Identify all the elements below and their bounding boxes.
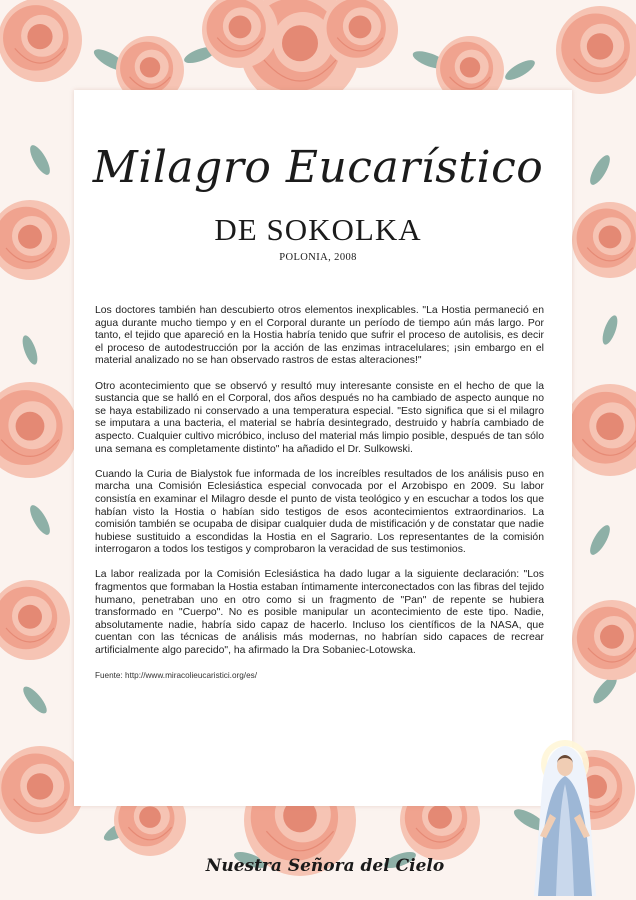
leaf-icon [26, 502, 53, 537]
paragraph-1: Los doctores también han descubierto otros elementos inexplicables. "La Hostia permaneció en agua durante mucho tiempo y en el Corporal durante un período de tiempo aún más largo. Por tanto, el tejido que apareció en la Hostia habría tenido que sufrir el proceso de autolisis, es decir el proceso de autodestrucción por la acción de las enzimas intracelulares; ¡sin embargo en el material analizado no se han observado rastros de estas alteraciones!" [95, 305, 544, 367]
rose-icon [0, 0, 82, 82]
leaf-icon [600, 314, 621, 347]
place-date: POLONIA, 2008 [279, 252, 357, 263]
rose-icon [564, 384, 636, 476]
paragraph-3: Cuando la Curia de Bialystok fue informada de los increíbles resultados de los análisis puso en marcha una Comisión Eclesiástica especial convocada por el Arzobispo en 2009. Su labor consistía en examinar el Milagro desde el punto de vista teológico y en escuchar a todos los que habían visto la Hostia o habían sido testigos de esos acontecimientos extraordinarios. La comisión también se ocupaba de disipar cualquier duda de mistificación y de constatar que nadie hubiese sustituido a escondidas la Hostia en el Sagrario. Los representantes de la comisión interrogaron a todos los testigos y comprobaron la veracidad de sus testimonios. [95, 468, 544, 556]
rose-icon [0, 382, 78, 478]
footer-signature: Nuestra Señora del Cielo [205, 856, 445, 876]
leaf-icon [586, 522, 613, 557]
rose-icon [556, 6, 636, 94]
page-title: Milagro Eucarístico [92, 142, 544, 193]
rose-icon [0, 580, 70, 660]
article-body [95, 305, 544, 695]
virgin-mary-icon [520, 736, 610, 900]
page-subtitle: DE SOKOLKA [214, 212, 422, 247]
source-link[interactable]: Fuente: http://www.miracolieucaristici.org/es/ [95, 671, 257, 681]
leaf-icon [502, 56, 537, 83]
paragraph-2: Otro acontecimiento que se observó y resultó muy interesante consiste en el hecho de que la sustancia que se halló en el Corporal, dos años después no ha cambiado de aspecto aunque no se haya estabilizado ni conservado a una temperatura especial. "Esto significa que si el milagro se imputara a una bacteria, el material se habría desintegrado, destruido y habría cambiado de aspecto. Cualquier cultivo micróbico, incluso del material más limpio posible, después de tan sólo una semana es completamente distinto" ha añadido el Dr. Sulkowski. [95, 380, 544, 455]
paragraph-4: La labor realizada por la Comisión Eclesiástica ha dado lugar a la siguiente declaración: "Los fragmentos que formaban la Hostia estaban íntimamente interconectados con las fibras del tejido humano, penetraban uno en otro como si un fragmento de "Pan" de repente se hubiera transformado en "Cuerpo". No es posible manipular un acontecimiento de este tipo. Nadie, absolutamente nadie, habría sido capaz de hacerlo. Incluso los científicos de la NASA, que cuentan con las técnicas de análisis más modernas, no habrían sido capaces de recrear artificialmente algo parecido", ha afirmado la Dra Sobaniec-Lotowska. [95, 569, 544, 657]
leaf-icon [20, 683, 51, 716]
rose-icon [572, 600, 636, 680]
rose-icon [0, 746, 84, 834]
leaf-icon [20, 334, 41, 367]
